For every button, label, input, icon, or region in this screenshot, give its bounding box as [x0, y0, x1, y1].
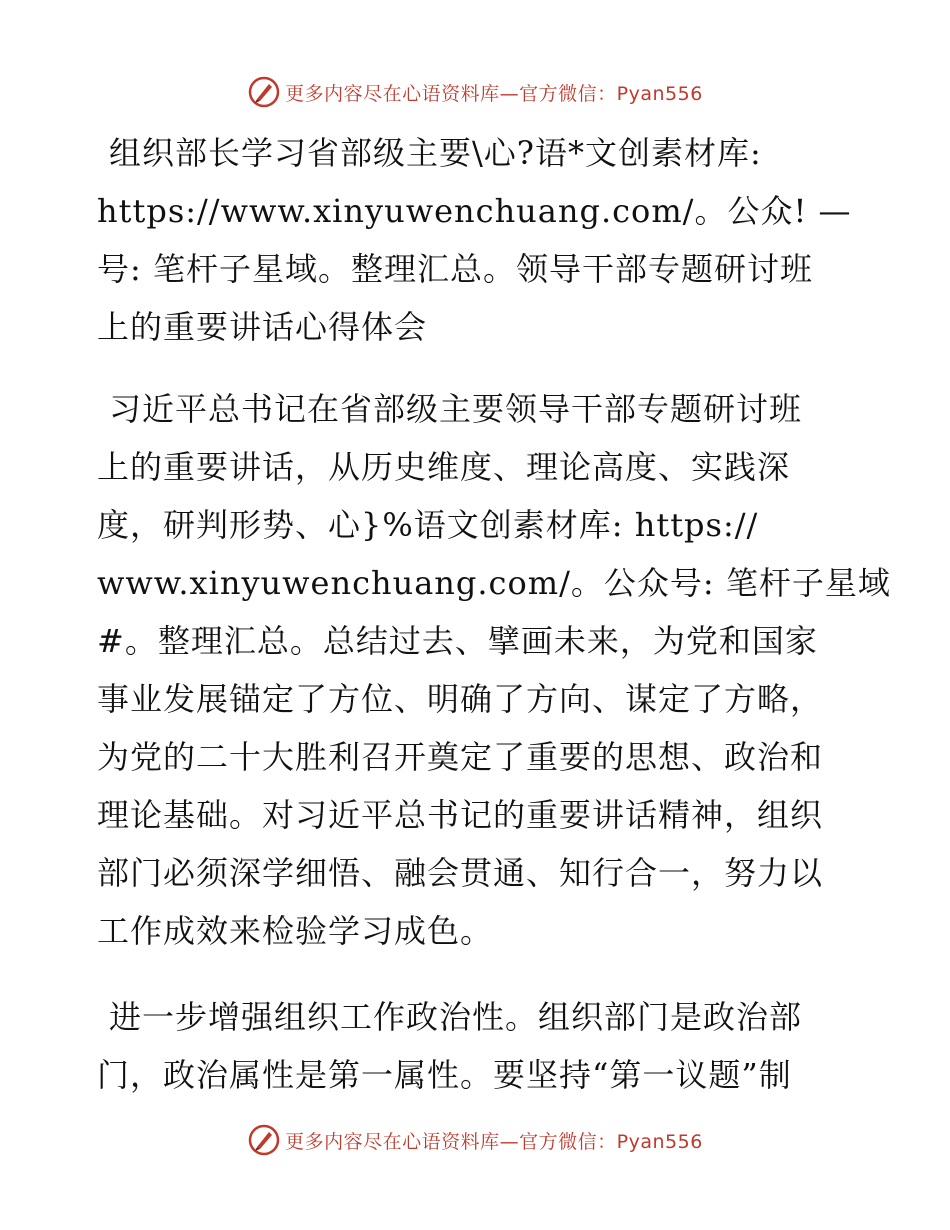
text-line: www.xinyuwenchuang.com/。公众号: 笔杆子星域 — [97, 564, 891, 602]
text-line: 组织部长学习省部级主要\心?语*文创素材库: — [109, 134, 762, 172]
text-line: 习近平总书记在省部级主要领导干部专题研讨班 — [109, 390, 803, 428]
text-line: https://www.xinyuwenchuang.com/。公众! — — [97, 192, 852, 230]
watermark-text: 更多内容尽在心语资料库—官方微信：Pyan556 — [285, 82, 703, 105]
watermark-text: 更多内容尽在心语资料库—官方微信：Pyan556 — [285, 1130, 703, 1153]
watermark-group — [247, 1123, 703, 1157]
paragraph-1 — [97, 124, 857, 356]
text-line: 部门必须深学细悟、融会贯通、知行合一，努力以 — [97, 854, 824, 892]
text-line: #。整理汇总。总结过去、擘画未来，为党和国家 — [97, 622, 818, 660]
pen-logo-icon — [247, 1123, 281, 1157]
paragraph-3 — [97, 988, 857, 1104]
text-line: 事业发展锚定了方位、明确了方向、谋定了方略， — [97, 680, 824, 718]
text-line: 进一步增强组织工作政治性。组织部门是政治部 — [109, 998, 803, 1036]
text-line: 为党的二十大胜利召开奠定了重要的思想、政治和 — [97, 738, 824, 776]
footer-watermark — [0, 1120, 950, 1160]
text-line: 号: 笔杆子星域。整理汇总。领导干部专题研讨班 — [97, 250, 813, 288]
header-watermark — [0, 72, 950, 112]
watermark-group — [247, 75, 703, 109]
text-line: 度，研判形势、心}%语文创素材库: https:// — [97, 506, 759, 544]
document-body — [97, 124, 891, 1104]
pen-logo-icon — [247, 75, 281, 109]
text-line: 理论基础。对习近平总书记的重要讲话精神，组织 — [97, 796, 824, 834]
text-line: 门，政治属性是第一属性。要坚持“第一议题”制 — [97, 1056, 792, 1094]
text-line: 上的重要讲话心得体会 — [97, 308, 428, 346]
text-line: 上的重要讲话，从历史维度、理论高度、实践深 — [97, 448, 791, 486]
paragraph-2 — [97, 380, 891, 960]
text-line: 工作成效来检验学习成色。 — [97, 912, 494, 950]
